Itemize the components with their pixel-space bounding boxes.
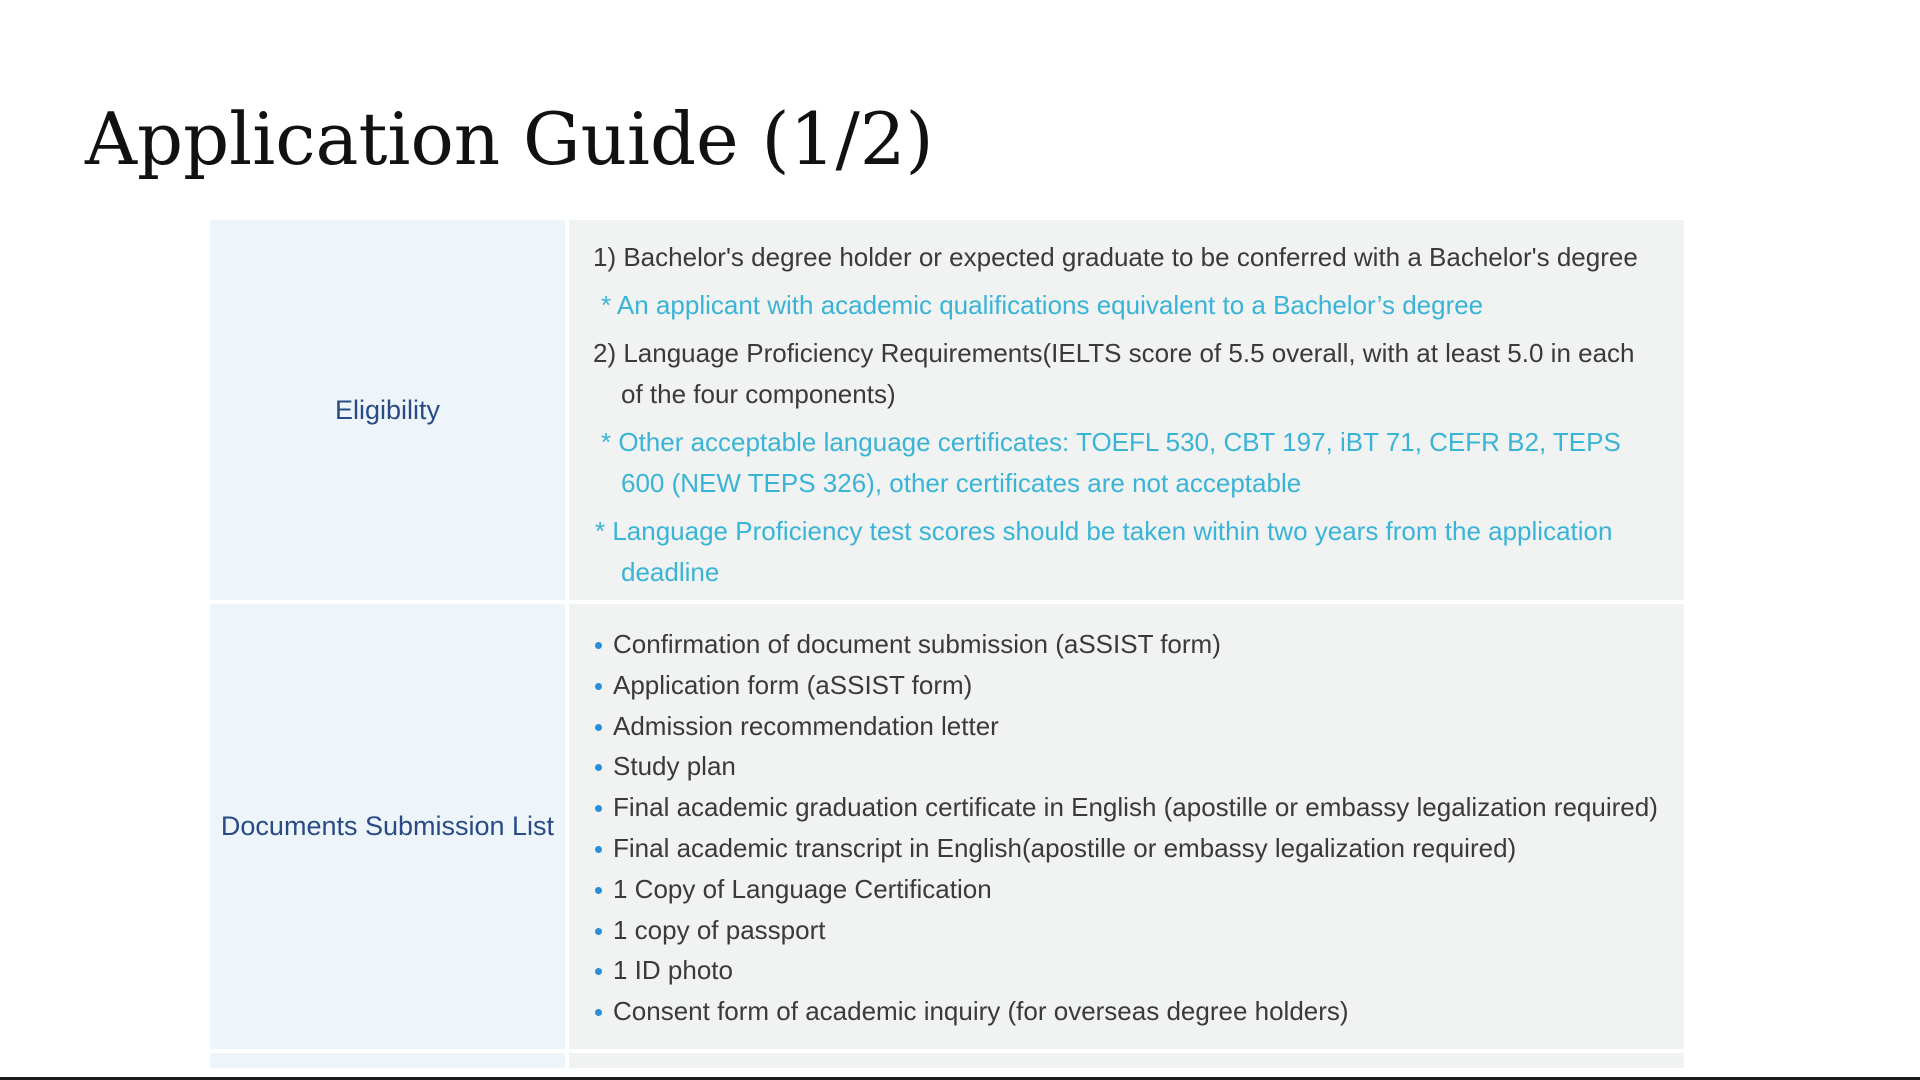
eligibility-note-3: * Language Proficiency test scores should be taken within two years from the application deadline (595, 516, 1613, 587)
document-item-text: Confirmation of document submission (aSSIST form) (613, 629, 1221, 659)
document-item-text: Admission recommendation letter (613, 710, 999, 741)
bullet-icon (595, 1009, 602, 1016)
eligibility-content-cell (569, 220, 1684, 600)
list-item (593, 787, 1664, 828)
eligibility-requirement-2: 2) Language Proficiency Requirements(IELTS score of 5.5 overall, with at least 5.0 in each of the four components) (593, 338, 1635, 409)
documents-label-cell (210, 604, 565, 1049)
bullet-icon (595, 846, 602, 853)
bullet-icon (595, 968, 602, 975)
slide-title: Application Guide (1/2) (85, 97, 934, 181)
list-item (593, 665, 1664, 706)
bullet-icon (595, 683, 602, 690)
bullet-icon (595, 805, 602, 812)
list-item (593, 746, 1664, 787)
bullet-icon (595, 887, 602, 894)
next-row-content-cell (569, 1053, 1684, 1068)
eligibility-label: Eligibility (334, 394, 441, 425)
list-item (593, 910, 1664, 951)
list-item (593, 991, 1664, 1032)
document-item-text: 1 ID photo (613, 955, 733, 986)
document-item-text: 1 copy of passport (613, 914, 826, 945)
eligibility-note-2: * Other acceptable language certificates: TOEFL 530, CBT 197, iBT 71, CEFR B2, TEPS 600 (NEW TEPS 326), other certificates are not acceptable (601, 427, 1621, 498)
documents-list (593, 624, 1664, 1032)
bullet-icon (595, 724, 602, 731)
document-item-text: Final academic graduation certificate in English (apostille or embassy legalization required) (613, 792, 1658, 823)
document-item-text: 1 Copy of Language Certification (613, 873, 992, 904)
next-row-label-cell (210, 1053, 565, 1068)
bullet-icon (595, 642, 602, 649)
list-item (593, 869, 1664, 910)
documents-content-cell (569, 604, 1684, 1049)
bullet-icon (595, 764, 602, 771)
document-item-text: Application form (aSSIST form) (613, 669, 973, 700)
document-item-text: Study plan (613, 751, 736, 782)
document-item-text: Final academic transcript in English(apostille or embassy legalization required) (613, 832, 1517, 863)
eligibility-requirement-1: 1) Bachelor's degree holder or expected graduate to be conferred with a Bachelor's degree (593, 242, 1638, 272)
documents-label: Documents Submission List (220, 811, 555, 841)
list-item (593, 706, 1664, 747)
list-item (593, 950, 1664, 991)
list-item (593, 624, 1664, 665)
list-item (593, 828, 1664, 869)
bullet-icon (595, 928, 602, 935)
eligibility-label-cell (210, 220, 565, 600)
application-guide-table (210, 220, 1684, 1060)
document-item-text: Consent form of academic inquiry (for overseas degree holders) (613, 996, 1349, 1027)
eligibility-note-1: * An applicant with academic qualifications equivalent to a Bachelor’s degree (601, 290, 1484, 320)
